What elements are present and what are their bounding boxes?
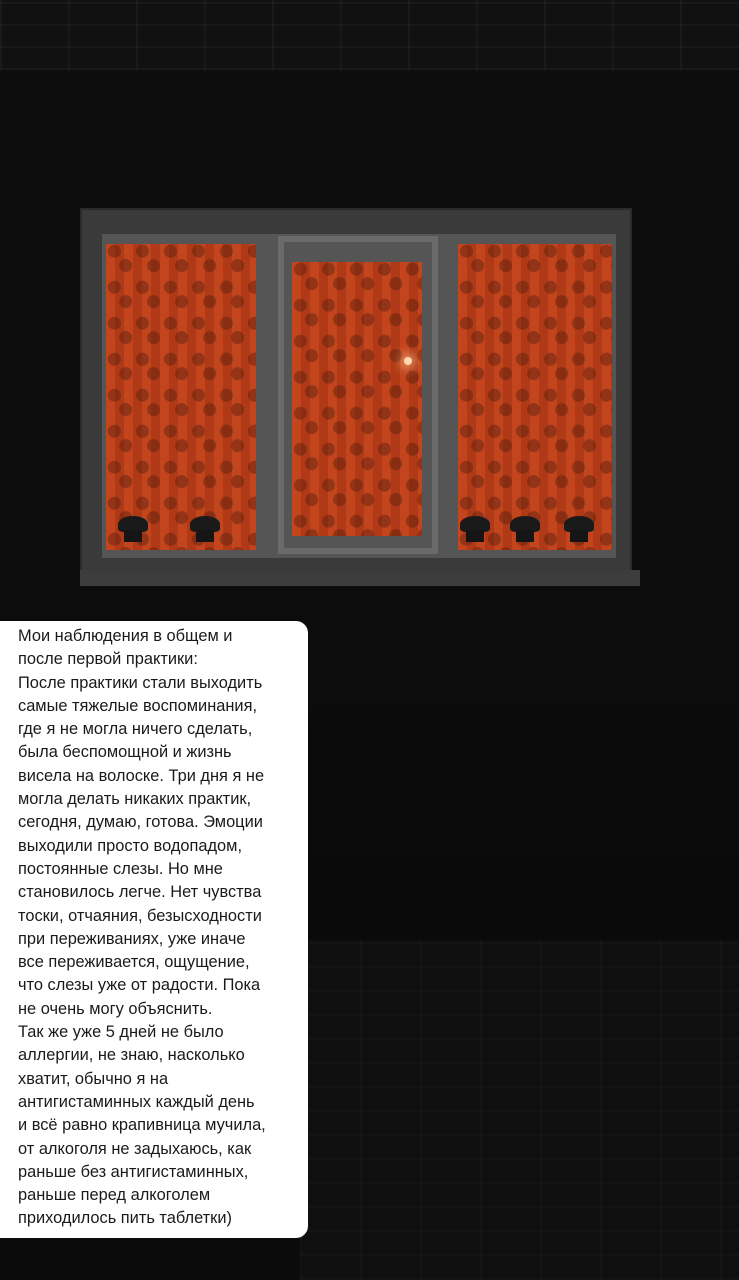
window-sill: [80, 570, 640, 586]
window-pane-right: [458, 244, 612, 550]
window-inner-frame: [102, 234, 616, 558]
plant-silhouette: [188, 516, 222, 542]
plant-silhouette: [116, 516, 150, 542]
plant-silhouette: [458, 516, 492, 542]
lamp-light: [404, 357, 412, 365]
window-pane-center: [292, 262, 422, 536]
plant-silhouette: [562, 516, 596, 542]
caption-text: Мои наблюдения в общем и после первой практики: После практики стали выходить самые тяжелые воспоминания, где я не могла ничего сделать, была беспомощной и жизнь висела на волоске. Три дня я не могла делать никаких практик, сегодня, думаю, готова. Эмоции выходили просто водопадом, постоянные слезы. Но мне становилось легче. Нет чувства тоски, отчаяния, безысходности при переживаниях, уже иначе все переживается, ощущение, что слезы уже от радости. Пока не очень могу объяснить. Так же уже 5 дней не было аллергии, не знаю, насколько хватит, обычно я на антигистаминных каждый день и всё равно крапивница мучила, от алкоголя не задыхаюсь, как раньше без антигистаминных, раньше перед алкоголем приходилось пить таблетки): [18, 627, 266, 1228]
plant-silhouette: [508, 516, 542, 542]
window-pane-left: [106, 244, 256, 550]
window: [80, 208, 632, 583]
brick-wall-lower: [300, 940, 739, 1280]
caption-box: [0, 621, 308, 1238]
brick-wall-top: [0, 0, 739, 70]
